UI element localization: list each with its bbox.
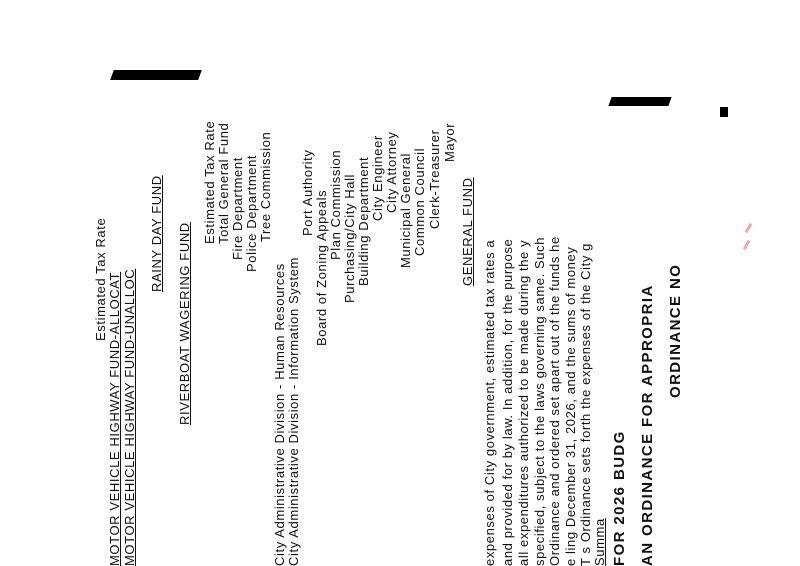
- ordinance-subtitle: AN ORDINANCE FOR APPROPRIA: [639, 284, 656, 566]
- fund-item: Clerk-Treasurer: [427, 129, 442, 229]
- rainy-day-fund-heading: RAINY DAY FUND: [149, 175, 164, 292]
- ordinance-subtitle-budget: FOR 2026 BUDG: [611, 430, 628, 566]
- summary-line: T s Ordinance sets forth the expenses of the City g: [578, 242, 593, 566]
- fund-item: Port Authority: [300, 149, 315, 236]
- fund-item: Common Council: [412, 147, 427, 256]
- fund-item: City Attorney: [384, 131, 399, 213]
- fund-item: City Administrative Division - Information System: [286, 257, 301, 566]
- ordinance-title: ORDINANCE NO: [667, 263, 684, 398]
- fund-item: Building Department: [356, 156, 371, 286]
- total-general-fund-label: Total General Fund: [216, 122, 231, 244]
- riverboat-wagering-fund-heading: RIVERBOAT WAGERING FUND: [177, 222, 192, 425]
- fund-item: Tree Commission: [258, 131, 273, 242]
- fund-item: City Engineer: [370, 135, 385, 221]
- summary-line: Ordinance and ordered set apart out of the funds he: [547, 236, 562, 566]
- general-fund-heading: GENERAL FUND: [460, 177, 475, 286]
- mvh-unallocated-heading: MOTOR VEHICLE HIGHWAY FUND-UNALLOC: [122, 268, 137, 566]
- fund-item: Fire Department: [230, 157, 245, 260]
- summary-line: specified, subject to the laws governing same. Such: [532, 236, 547, 566]
- fund-item: Purchasing/City Hall: [342, 173, 357, 303]
- summary-line: e ling December 31, 2026, and the sums of money: [563, 246, 578, 566]
- fund-item: Mayor: [442, 122, 457, 162]
- summary-line: all expenditures authorized to be made during the y: [516, 239, 531, 566]
- mvh-allocated-heading: MOTOR VEHICLE HIGHWAY FUND-ALLOCAT: [107, 271, 122, 566]
- fund-item: Police Department: [244, 154, 259, 272]
- summary-line: expenses of City government, estimated tax rates a: [482, 239, 497, 566]
- fund-item: Municipal General: [398, 153, 413, 268]
- summary-line: and provided for by law. In addition, for the purpose: [500, 238, 515, 566]
- mvh-estimated-tax-rate-label: Estimated Tax Rate: [93, 217, 108, 341]
- fund-item: City Administrative Division - Human Resources: [272, 263, 287, 566]
- fund-item: Board of Zoning Appeals: [314, 189, 329, 346]
- summary-heading: Summa: [592, 518, 607, 566]
- fund-item: Plan Commission: [328, 149, 343, 260]
- estimated-tax-rate-label: Estimated Tax Rate: [202, 120, 217, 244]
